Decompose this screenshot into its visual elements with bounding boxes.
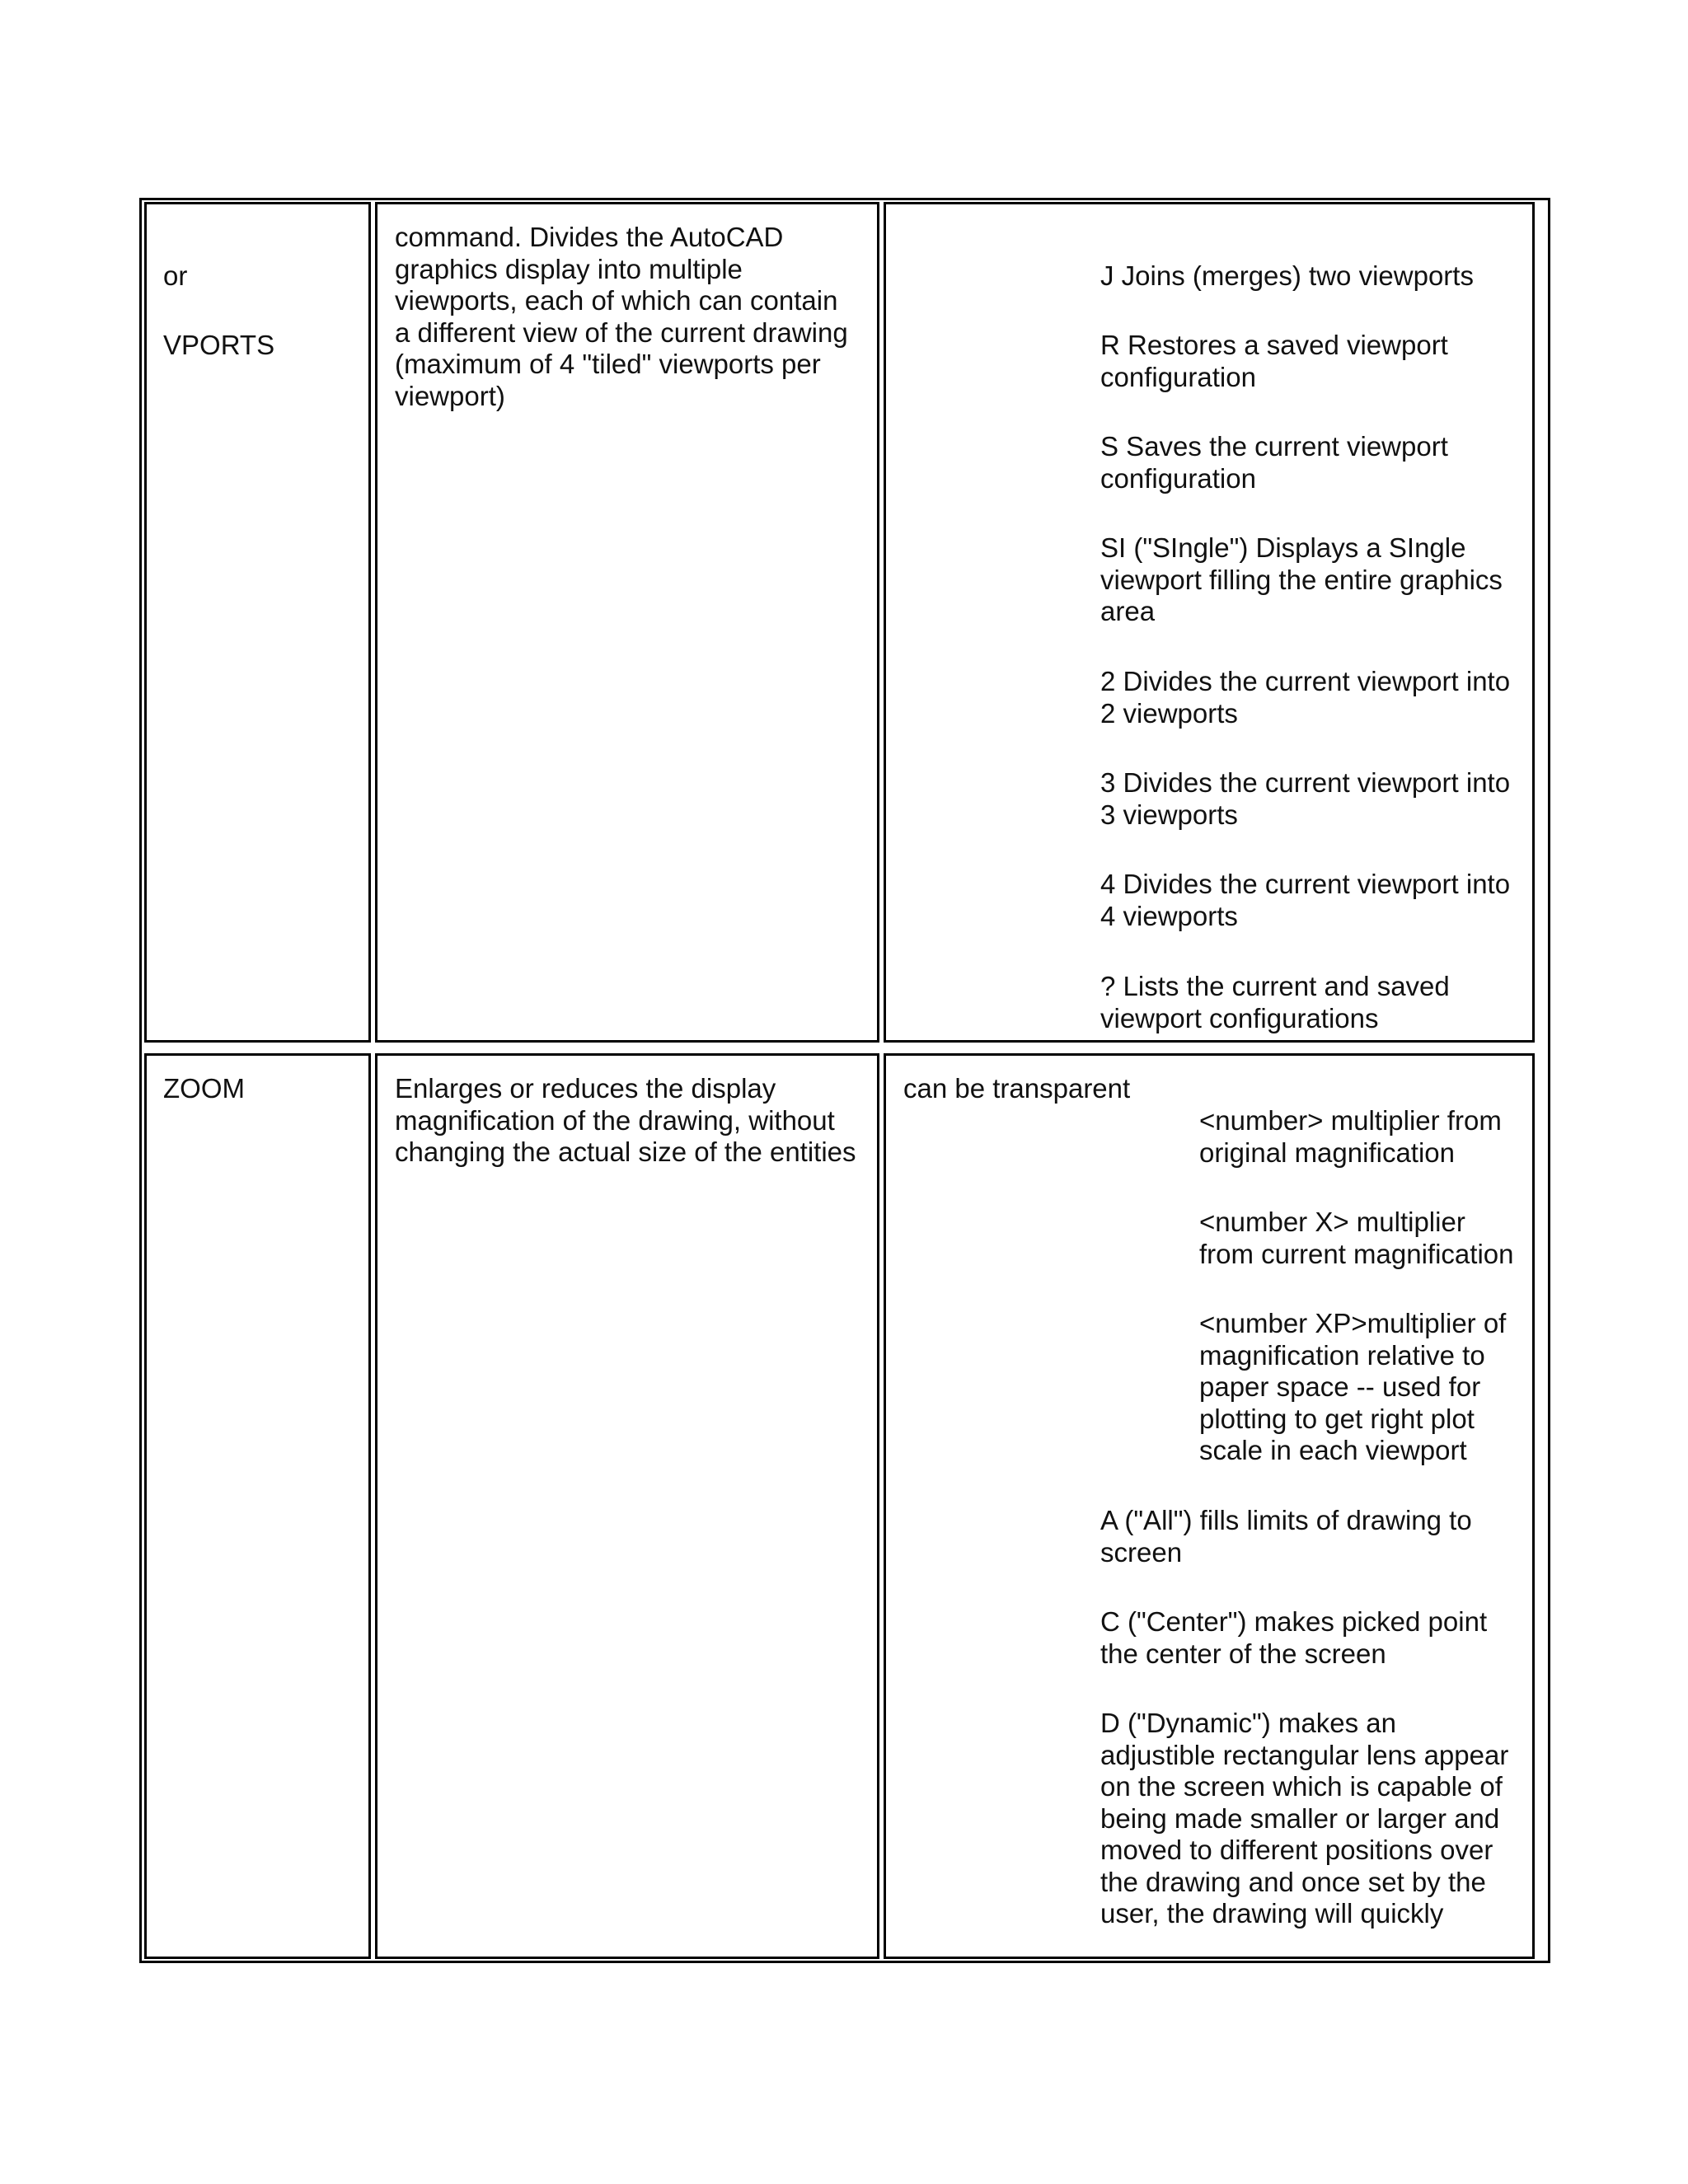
row-zoom-description-cell — [375, 1053, 879, 1959]
option-item: R Restores a saved viewport configuration — [1100, 330, 1448, 392]
option-item: ? Lists the current and saved viewport configurations — [1100, 971, 1450, 1033]
sub-option-item: <number XP>multiplier of magnification relative to paper space -- used for plotting to get right plot scale in each viewport — [1199, 1308, 1507, 1465]
command-description: Enlarges or reduces the display magnification of the drawing, without changing the actual size of the entities — [395, 1073, 856, 1167]
option-item: S Saves the current viewport configuration — [1100, 431, 1448, 494]
option-item: J Joins (merges) two viewports — [1100, 260, 1474, 291]
command-alias-text: or — [163, 260, 188, 291]
option-item: C ("Center") makes picked point the center of the screen — [1100, 1606, 1488, 1669]
row-zoom-command-cell — [144, 1053, 371, 1959]
command-description: command. Divides the AutoCAD graphics display into multiple viewports, each of which can contain a different view of the current drawing (maximum of 4 "tiled" viewports per viewport) — [395, 222, 848, 411]
option-item: 4 Divides the current viewport into 4 viewports — [1100, 869, 1511, 931]
row-vports-options-cell — [884, 202, 1535, 1043]
row-vports-command-cell — [144, 202, 371, 1043]
option-item: 3 Divides the current viewport into 3 viewports — [1100, 767, 1511, 830]
option-item: D ("Dynamic") makes an adjustible rectangular lens appear on the screen which is capable of being made smaller or larger and moved to different positions over the drawing and once set by the user, the drawing will quickly — [1100, 1708, 1509, 1929]
command-name-text: VPORTS — [163, 330, 275, 360]
option-item: SI ("SIngle") Displays a SIngle viewport filling the entire graphics area — [1100, 532, 1503, 626]
option-item: 2 Divides the current viewport into 2 viewports — [1100, 666, 1511, 729]
row-zoom-options-cell — [884, 1053, 1535, 1959]
command-name-text: ZOOM — [163, 1073, 245, 1104]
sub-option-item: <number> multiplier from original magnification — [1199, 1105, 1502, 1168]
option-item: A ("All") fills limits of drawing to screen — [1100, 1505, 1472, 1568]
sub-option-item: <number X> multiplier from current magnification — [1199, 1207, 1514, 1269]
transparent-note: can be transparent — [903, 1073, 1131, 1104]
row-vports-description-cell — [375, 202, 879, 1043]
